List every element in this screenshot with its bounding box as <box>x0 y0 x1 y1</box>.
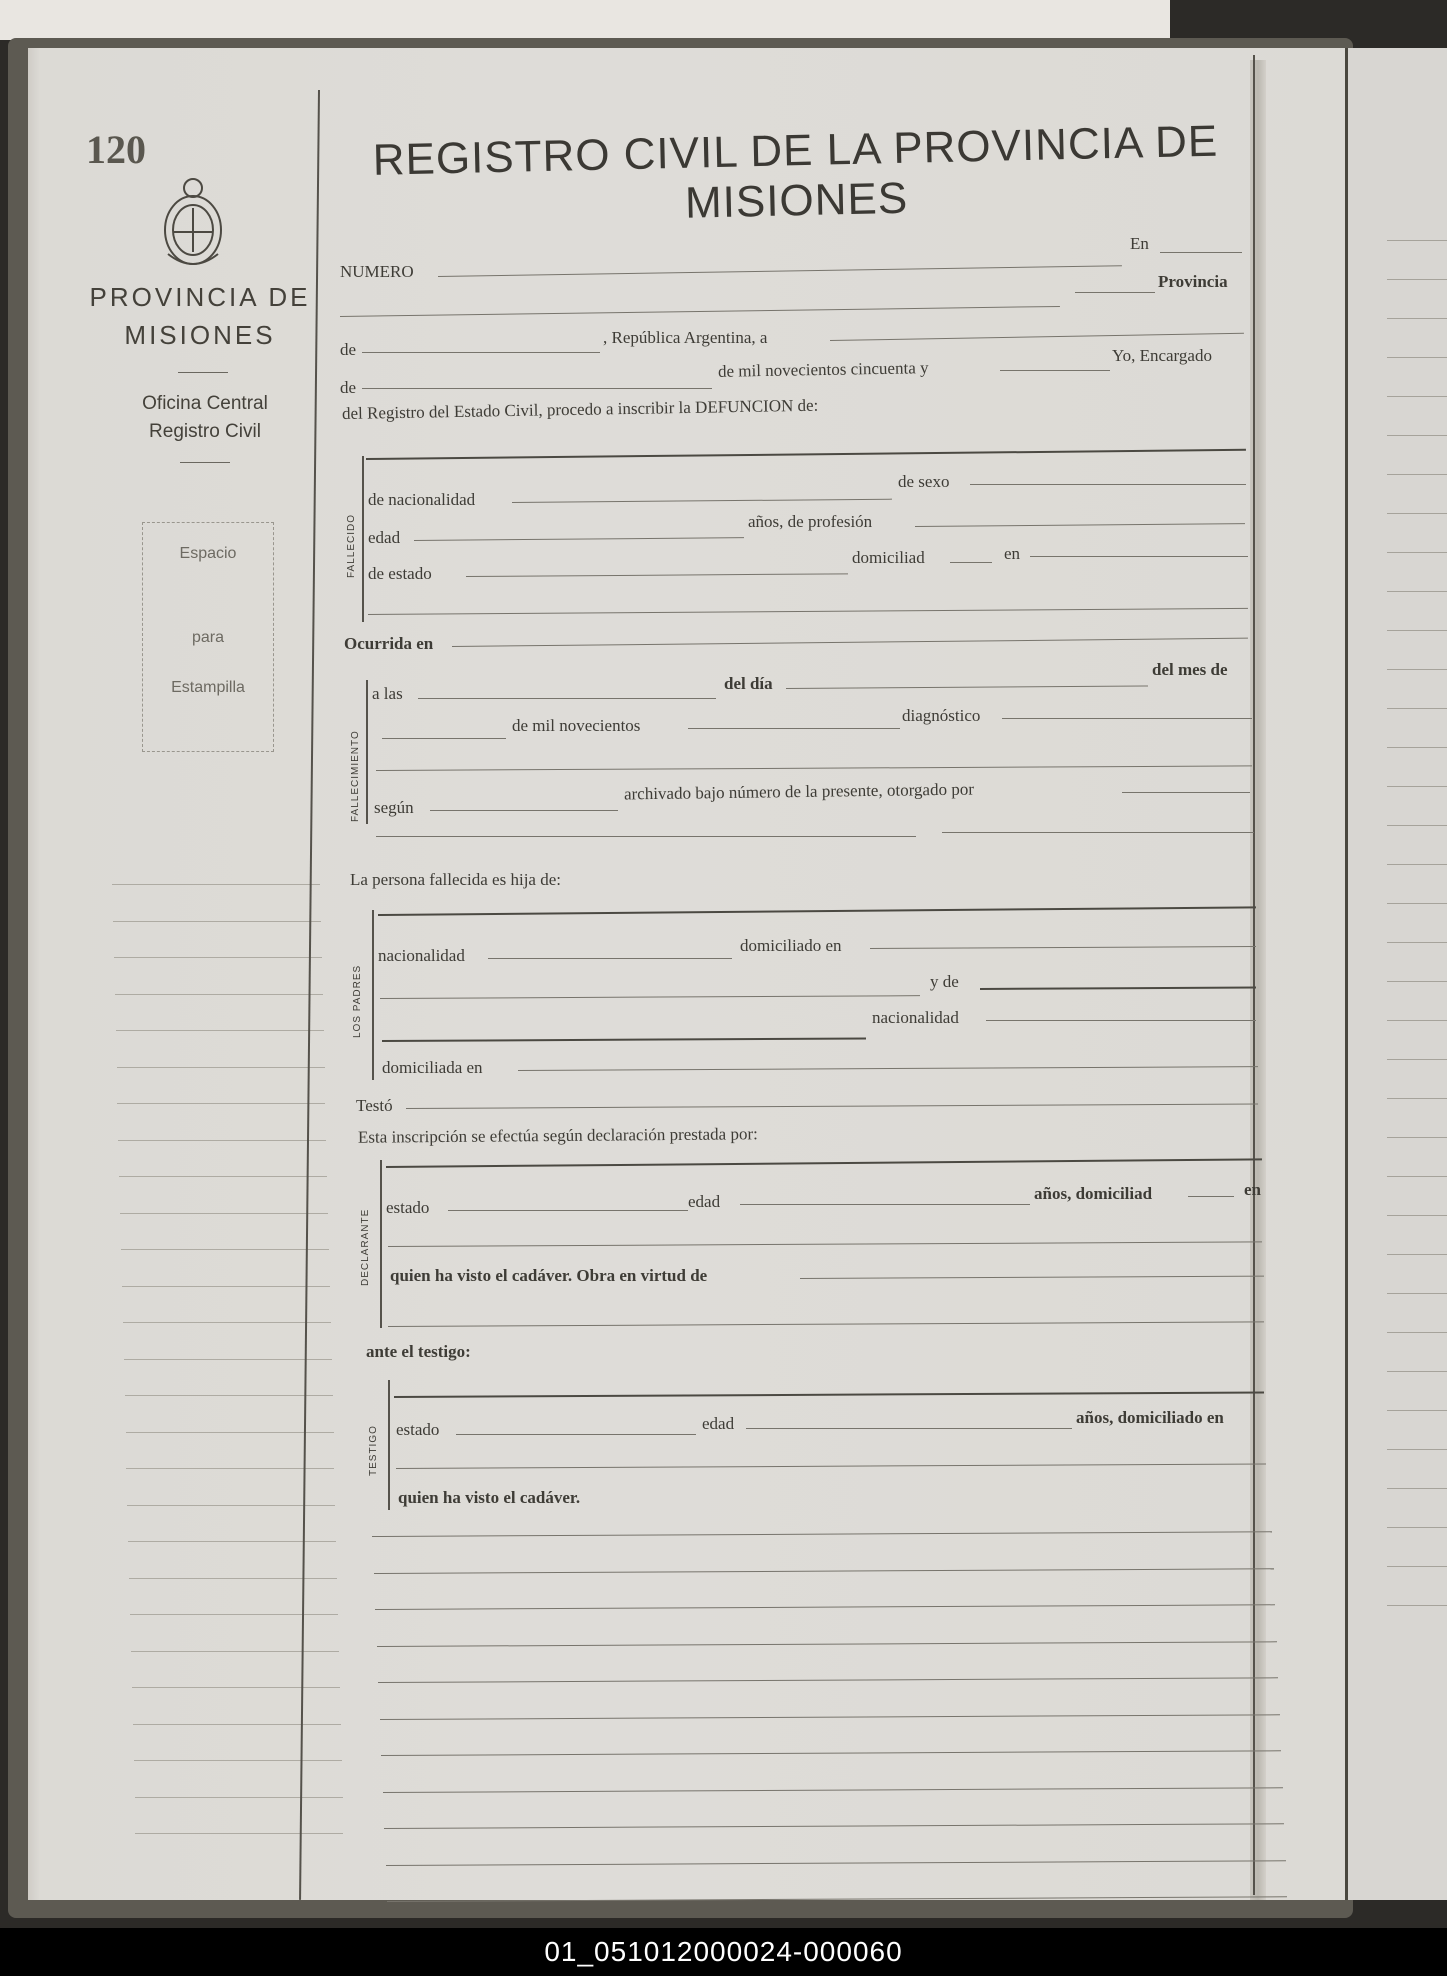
next-page-line <box>1387 1254 1447 1255</box>
coat-of-arms-icon <box>160 174 226 279</box>
form-line <box>1002 718 1252 719</box>
margin-rule-line <box>132 1687 340 1688</box>
provincia-label: Provincia <box>1158 272 1228 291</box>
margin-rule-line <box>129 1578 337 1579</box>
next-page-line <box>1387 864 1447 865</box>
margin-rule-line <box>135 1797 343 1798</box>
sexo-label: de sexo <box>898 472 950 491</box>
form-line <box>1000 370 1110 371</box>
margin-rule-line <box>122 1286 330 1287</box>
testo-label: Testó <box>356 1096 393 1115</box>
next-page-line <box>1387 630 1447 631</box>
domicilio-label: años, domiciliad <box>1034 1184 1153 1203</box>
nacionalidad-label: nacionalidad <box>378 946 465 965</box>
de-label: de <box>340 340 357 359</box>
next-page-line <box>1387 240 1447 241</box>
a-las-label: a las <box>372 684 403 703</box>
margin-rule-line <box>120 1213 328 1214</box>
right-margin-rule <box>1253 55 1255 1895</box>
section-bracket <box>388 1380 390 1510</box>
margin-rule-line <box>125 1395 333 1396</box>
cincuenta-label: de mil novecientos cincuenta y <box>717 358 929 381</box>
margin-rule-line <box>119 1176 327 1177</box>
next-page-line <box>1387 552 1447 553</box>
next-page-line <box>1387 981 1447 982</box>
margin-rule-line <box>118 1140 326 1141</box>
declaracion-label: Esta inscripción se efectúa según declaración prestada por: <box>357 1124 758 1147</box>
margin-rule-line <box>113 921 321 922</box>
section-bracket <box>362 456 364 622</box>
form-line <box>740 1204 1030 1205</box>
republica-label: , República Argentina, a <box>603 328 768 347</box>
next-page-line <box>1387 591 1447 592</box>
archivado-label: archivado bajo número de la presente, otorgado por <box>623 779 975 804</box>
estado-label: de estado <box>368 564 432 583</box>
form-line <box>1075 292 1155 293</box>
form-line <box>986 1020 1256 1021</box>
stamp-text: Espacio <box>179 545 237 562</box>
form-line <box>382 738 506 739</box>
margin-rule-line <box>126 1432 334 1433</box>
margin-rule-line <box>134 1760 342 1761</box>
profesion-label: años, de profesión <box>748 512 873 531</box>
form-line <box>362 388 712 389</box>
next-page-line <box>1387 1020 1447 1021</box>
next-page-line <box>1387 1332 1447 1333</box>
section-label: DECLARANTE <box>360 1208 371 1286</box>
domiciliada-label: domiciliada en <box>382 1058 483 1077</box>
section-label: TESTIGO <box>368 1425 379 1476</box>
next-page-line <box>1387 1215 1447 1216</box>
next-page-line <box>1387 1137 1447 1138</box>
diagnostico-label: diagnóstico <box>902 706 981 725</box>
en-label: en <box>1244 1180 1261 1199</box>
margin-rule-line <box>131 1651 339 1652</box>
next-page-line <box>1387 396 1447 397</box>
section-bracket <box>366 680 368 824</box>
margin-rule-line <box>124 1359 332 1360</box>
next-page-line <box>1387 708 1447 709</box>
cadaver-label: quien ha visto el cadáver. <box>398 1488 581 1507</box>
form-line <box>362 352 600 353</box>
form-line <box>1122 792 1250 793</box>
next-page-line <box>1387 942 1447 943</box>
form-line <box>950 562 992 563</box>
page-title: REGISTRO CIVIL DE LA PROVINCIA DE MISIONES <box>372 116 1219 228</box>
next-page-line <box>1387 513 1447 514</box>
numero-label: NUMERO <box>340 262 414 281</box>
margin-rule-line <box>112 884 320 885</box>
form-line <box>430 810 618 811</box>
next-page-line <box>1387 786 1447 787</box>
next-page-line <box>1387 1098 1447 1099</box>
province-name: PROVINCIA DE MISIONES <box>89 282 311 350</box>
margin-rule-line <box>116 1030 324 1031</box>
ante-label: ante el testigo: <box>366 1342 471 1361</box>
section-label: FALLECIDO <box>346 513 357 578</box>
stamp-text: para <box>191 629 225 646</box>
estado-label: estado <box>396 1420 440 1439</box>
folio-number: 120 <box>86 127 146 172</box>
next-page-line <box>1387 1566 1447 1567</box>
next-page-line <box>1387 279 1447 280</box>
next-page-line <box>1387 747 1447 748</box>
next-page-line <box>1387 669 1447 670</box>
margin-rule-line <box>135 1833 343 1834</box>
form-line <box>376 836 916 837</box>
divider <box>178 372 228 373</box>
section-label: LOS PADRES <box>352 964 363 1038</box>
background-paper-top <box>0 0 1170 40</box>
section-label: FALLECIMIENTO <box>350 730 361 822</box>
mil-label: de mil novecientos <box>512 716 641 735</box>
segun-label: según <box>374 798 414 817</box>
margin-rule-line <box>117 1103 325 1104</box>
form-line <box>1030 556 1248 557</box>
registro-label: del Registro del Estado Civil, procedo a inscribir la DEFUNCION de: <box>341 395 819 423</box>
form-line <box>488 958 732 959</box>
next-page-line <box>1387 1449 1447 1450</box>
edad-label: edad <box>368 528 401 547</box>
form-line <box>970 484 1246 485</box>
form-line <box>746 1428 1072 1429</box>
en-label: En <box>1130 234 1149 253</box>
domicilio-label: domiciliad <box>852 548 925 567</box>
encargado-label: Yo, Encargado <box>1112 346 1212 365</box>
next-page-line <box>1387 1527 1447 1528</box>
margin-rule-line <box>114 957 322 958</box>
y-de-label: y de <box>930 972 959 991</box>
next-page-line <box>1387 474 1447 475</box>
next-page-line <box>1387 1176 1447 1177</box>
next-page-line <box>1387 318 1447 319</box>
form-line <box>942 832 1254 833</box>
office-name: Oficina Central Registro Civil <box>142 393 268 442</box>
next-page-line <box>1387 825 1447 826</box>
next-page-line <box>1387 357 1447 358</box>
next-page-line <box>1387 1293 1447 1294</box>
stamp-box <box>142 522 274 752</box>
domiciliado-label: domiciliado en <box>740 936 842 955</box>
divider <box>180 462 230 463</box>
domicilio-label: años, domiciliado en <box>1076 1408 1224 1427</box>
form-line <box>688 728 900 729</box>
hija-label: La persona fallecida es hija de: <box>350 870 561 889</box>
section-bracket <box>372 910 374 1080</box>
form-line <box>1160 252 1242 253</box>
next-page-line <box>1387 435 1447 436</box>
image-caption: 01_051012000024-000060 <box>0 1928 1447 1976</box>
de-label: de <box>340 378 357 397</box>
next-page-line <box>1387 1371 1447 1372</box>
margin-rule-line <box>115 994 323 995</box>
next-page-line <box>1387 1059 1447 1060</box>
next-page-line <box>1387 1488 1447 1489</box>
next-page-line <box>1387 903 1447 904</box>
next-page-line <box>1387 1410 1447 1411</box>
edad-label: edad <box>688 1192 721 1211</box>
nacionalidad-label: nacionalidad <box>872 1008 959 1027</box>
cadaver-label: quien ha visto el cadáver. Obra en virtud de <box>390 1266 708 1285</box>
section-bracket <box>380 1160 382 1328</box>
margin-rule-line <box>128 1541 336 1542</box>
form-line <box>418 698 716 699</box>
margin-rule-line <box>121 1249 329 1250</box>
del-dia-label: del día <box>724 674 773 693</box>
del-mes-label: del mes de <box>1152 660 1228 679</box>
margin-rule-line <box>123 1322 331 1323</box>
margin-rule-line <box>117 1067 325 1068</box>
stamp-text: Estampilla <box>171 679 245 696</box>
next-page-edge <box>1345 48 1447 1900</box>
form-line <box>456 1434 696 1435</box>
form-line <box>448 1210 688 1211</box>
nacionalidad-label: de nacionalidad <box>368 490 476 509</box>
form-line <box>1188 1196 1234 1197</box>
next-page-line <box>1387 1605 1447 1606</box>
ocurrida-label: Ocurrida en <box>344 634 434 653</box>
margin-rule-line <box>133 1724 341 1725</box>
margin-rule-line <box>130 1614 338 1615</box>
edad-label: edad <box>702 1414 735 1433</box>
estado-label: estado <box>386 1198 430 1217</box>
en-label: en <box>1004 544 1021 563</box>
